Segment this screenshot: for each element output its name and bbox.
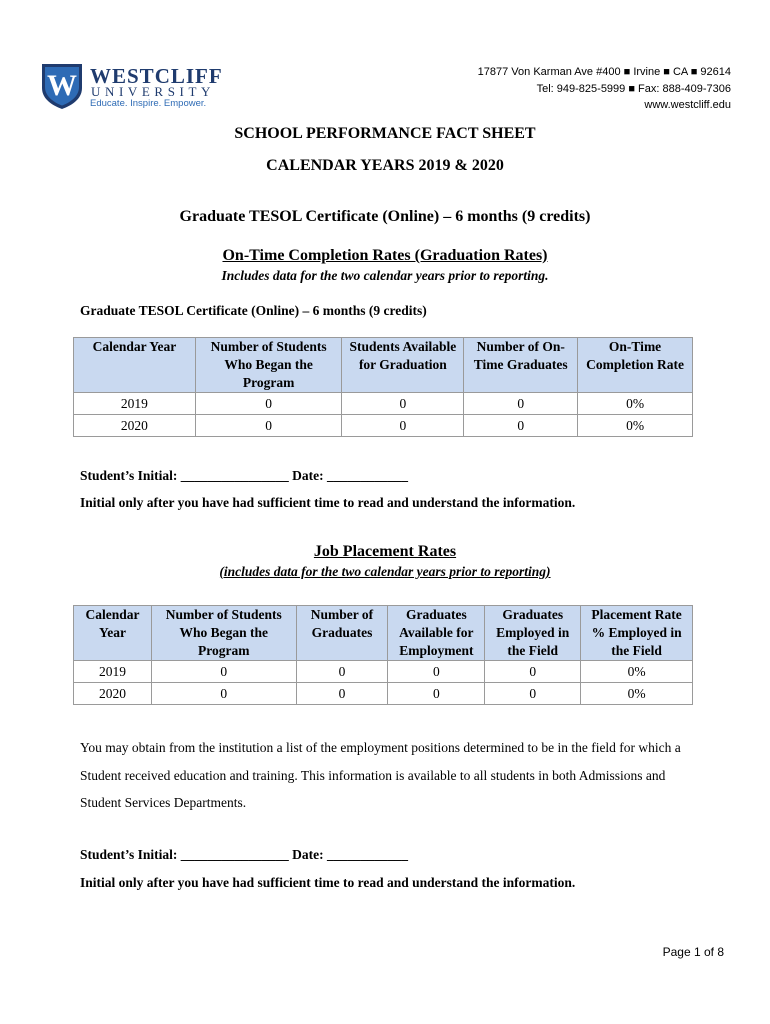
table-cell: 0 bbox=[342, 415, 464, 437]
table-cell: 0% bbox=[581, 661, 693, 683]
table-cell: 0 bbox=[464, 393, 578, 415]
column-header: Placement Rate % Employed in the Field bbox=[581, 606, 693, 661]
university-logo bbox=[40, 62, 230, 110]
table-cell: 0 bbox=[296, 683, 388, 705]
shield-icon bbox=[40, 62, 84, 110]
table-cell: 0% bbox=[578, 393, 693, 415]
table-cell: 0 bbox=[296, 661, 388, 683]
column-header: Calendar Year bbox=[74, 606, 152, 661]
completion-heading: On-Time Completion Rates (Graduation Rates) bbox=[222, 247, 548, 264]
program-heading: Graduate TESOL Certificate (Online) – 6 months (9 credits) bbox=[179, 208, 591, 225]
table-row bbox=[74, 683, 693, 705]
column-header: Graduates Employed in the Field bbox=[485, 606, 581, 661]
student-initial-line[interactable]: Student’s Initial: ________________ Date: ____________ bbox=[80, 847, 409, 862]
page-title: SCHOOL PERFORMANCE FACT SHEET bbox=[234, 125, 536, 142]
table-cell: 0 bbox=[388, 661, 485, 683]
completion-table bbox=[73, 337, 693, 437]
table-cell: 0 bbox=[464, 415, 578, 437]
address-line: 17877 Von Karman Ave #400 ■ Irvine ■ CA ■ 92614 bbox=[477, 66, 731, 78]
table-cell: 0 bbox=[485, 661, 581, 683]
program-label: Graduate TESOL Certificate (Online) – 6 months (9 credits) bbox=[80, 303, 427, 318]
phone-line: Tel: 949-825-5999 ■ Fax: 888-409-7306 bbox=[536, 82, 731, 95]
completion-note: Includes data for the two calendar years prior to reporting. bbox=[221, 268, 549, 283]
logo-subtitle: UNIVERSITY bbox=[91, 84, 215, 99]
column-header: Calendar Year bbox=[74, 338, 196, 393]
table-cell: 0 bbox=[195, 415, 342, 437]
initial-note: Initial only after you have had sufficient time to read and understand the information. bbox=[80, 495, 576, 510]
column-header: Students Available for Graduation bbox=[342, 338, 464, 393]
table-row bbox=[74, 661, 693, 683]
initial-note: Initial only after you have had sufficient time to read and understand the information. bbox=[80, 875, 576, 890]
table-cell: 0 bbox=[485, 683, 581, 705]
student-initial-line[interactable]: Student’s Initial: ________________ Date: ____________ bbox=[80, 468, 409, 483]
table-cell: 2019 bbox=[74, 393, 196, 415]
table-header-row bbox=[74, 338, 693, 393]
column-header: Number of Students Who Began the Program bbox=[195, 338, 342, 393]
page-number: Page 1 of 8 bbox=[662, 945, 724, 959]
column-header: Number of Graduates bbox=[296, 606, 388, 661]
logo-name: WESTCLIFF bbox=[90, 64, 223, 88]
column-header: Number of On-Time Graduates bbox=[464, 338, 578, 393]
placement-heading: Job Placement Rates bbox=[313, 543, 457, 560]
logo-letter: W bbox=[47, 69, 77, 102]
table-cell: 0 bbox=[388, 683, 485, 705]
table-cell: 2020 bbox=[74, 415, 196, 437]
page-subtitle: CALENDAR YEARS 2019 & 2020 bbox=[266, 157, 504, 174]
address-block bbox=[478, 64, 731, 114]
table-cell: 0 bbox=[195, 393, 342, 415]
table-cell: 0 bbox=[151, 661, 296, 683]
placement-note: (includes data for the two calendar years prior to reporting) bbox=[219, 564, 551, 579]
table-cell: 2019 bbox=[74, 661, 152, 683]
logo-tagline: Educate. Inspire. Empower. bbox=[90, 98, 207, 109]
column-header: On-Time Completion Rate bbox=[578, 338, 693, 393]
table-cell: 0% bbox=[578, 415, 693, 437]
website-line: www.westcliff.edu bbox=[644, 99, 731, 111]
table-cell: 0% bbox=[581, 683, 693, 705]
table-row bbox=[74, 393, 693, 415]
table-row bbox=[74, 415, 693, 437]
placement-table bbox=[73, 605, 693, 705]
table-cell: 2020 bbox=[74, 683, 152, 705]
table-header-row bbox=[74, 606, 693, 661]
table-cell: 0 bbox=[342, 393, 464, 415]
table-cell: 0 bbox=[151, 683, 296, 705]
employment-paragraph: You may obtain from the institution a list of the employment positions determined to be in the field for which a Student received education and training. This information is available to all students in both Admissions and Student Services Departments. bbox=[80, 740, 681, 810]
column-header: Number of Students Who Began the Program bbox=[151, 606, 296, 661]
column-header: Graduates Available for Employment bbox=[388, 606, 485, 661]
